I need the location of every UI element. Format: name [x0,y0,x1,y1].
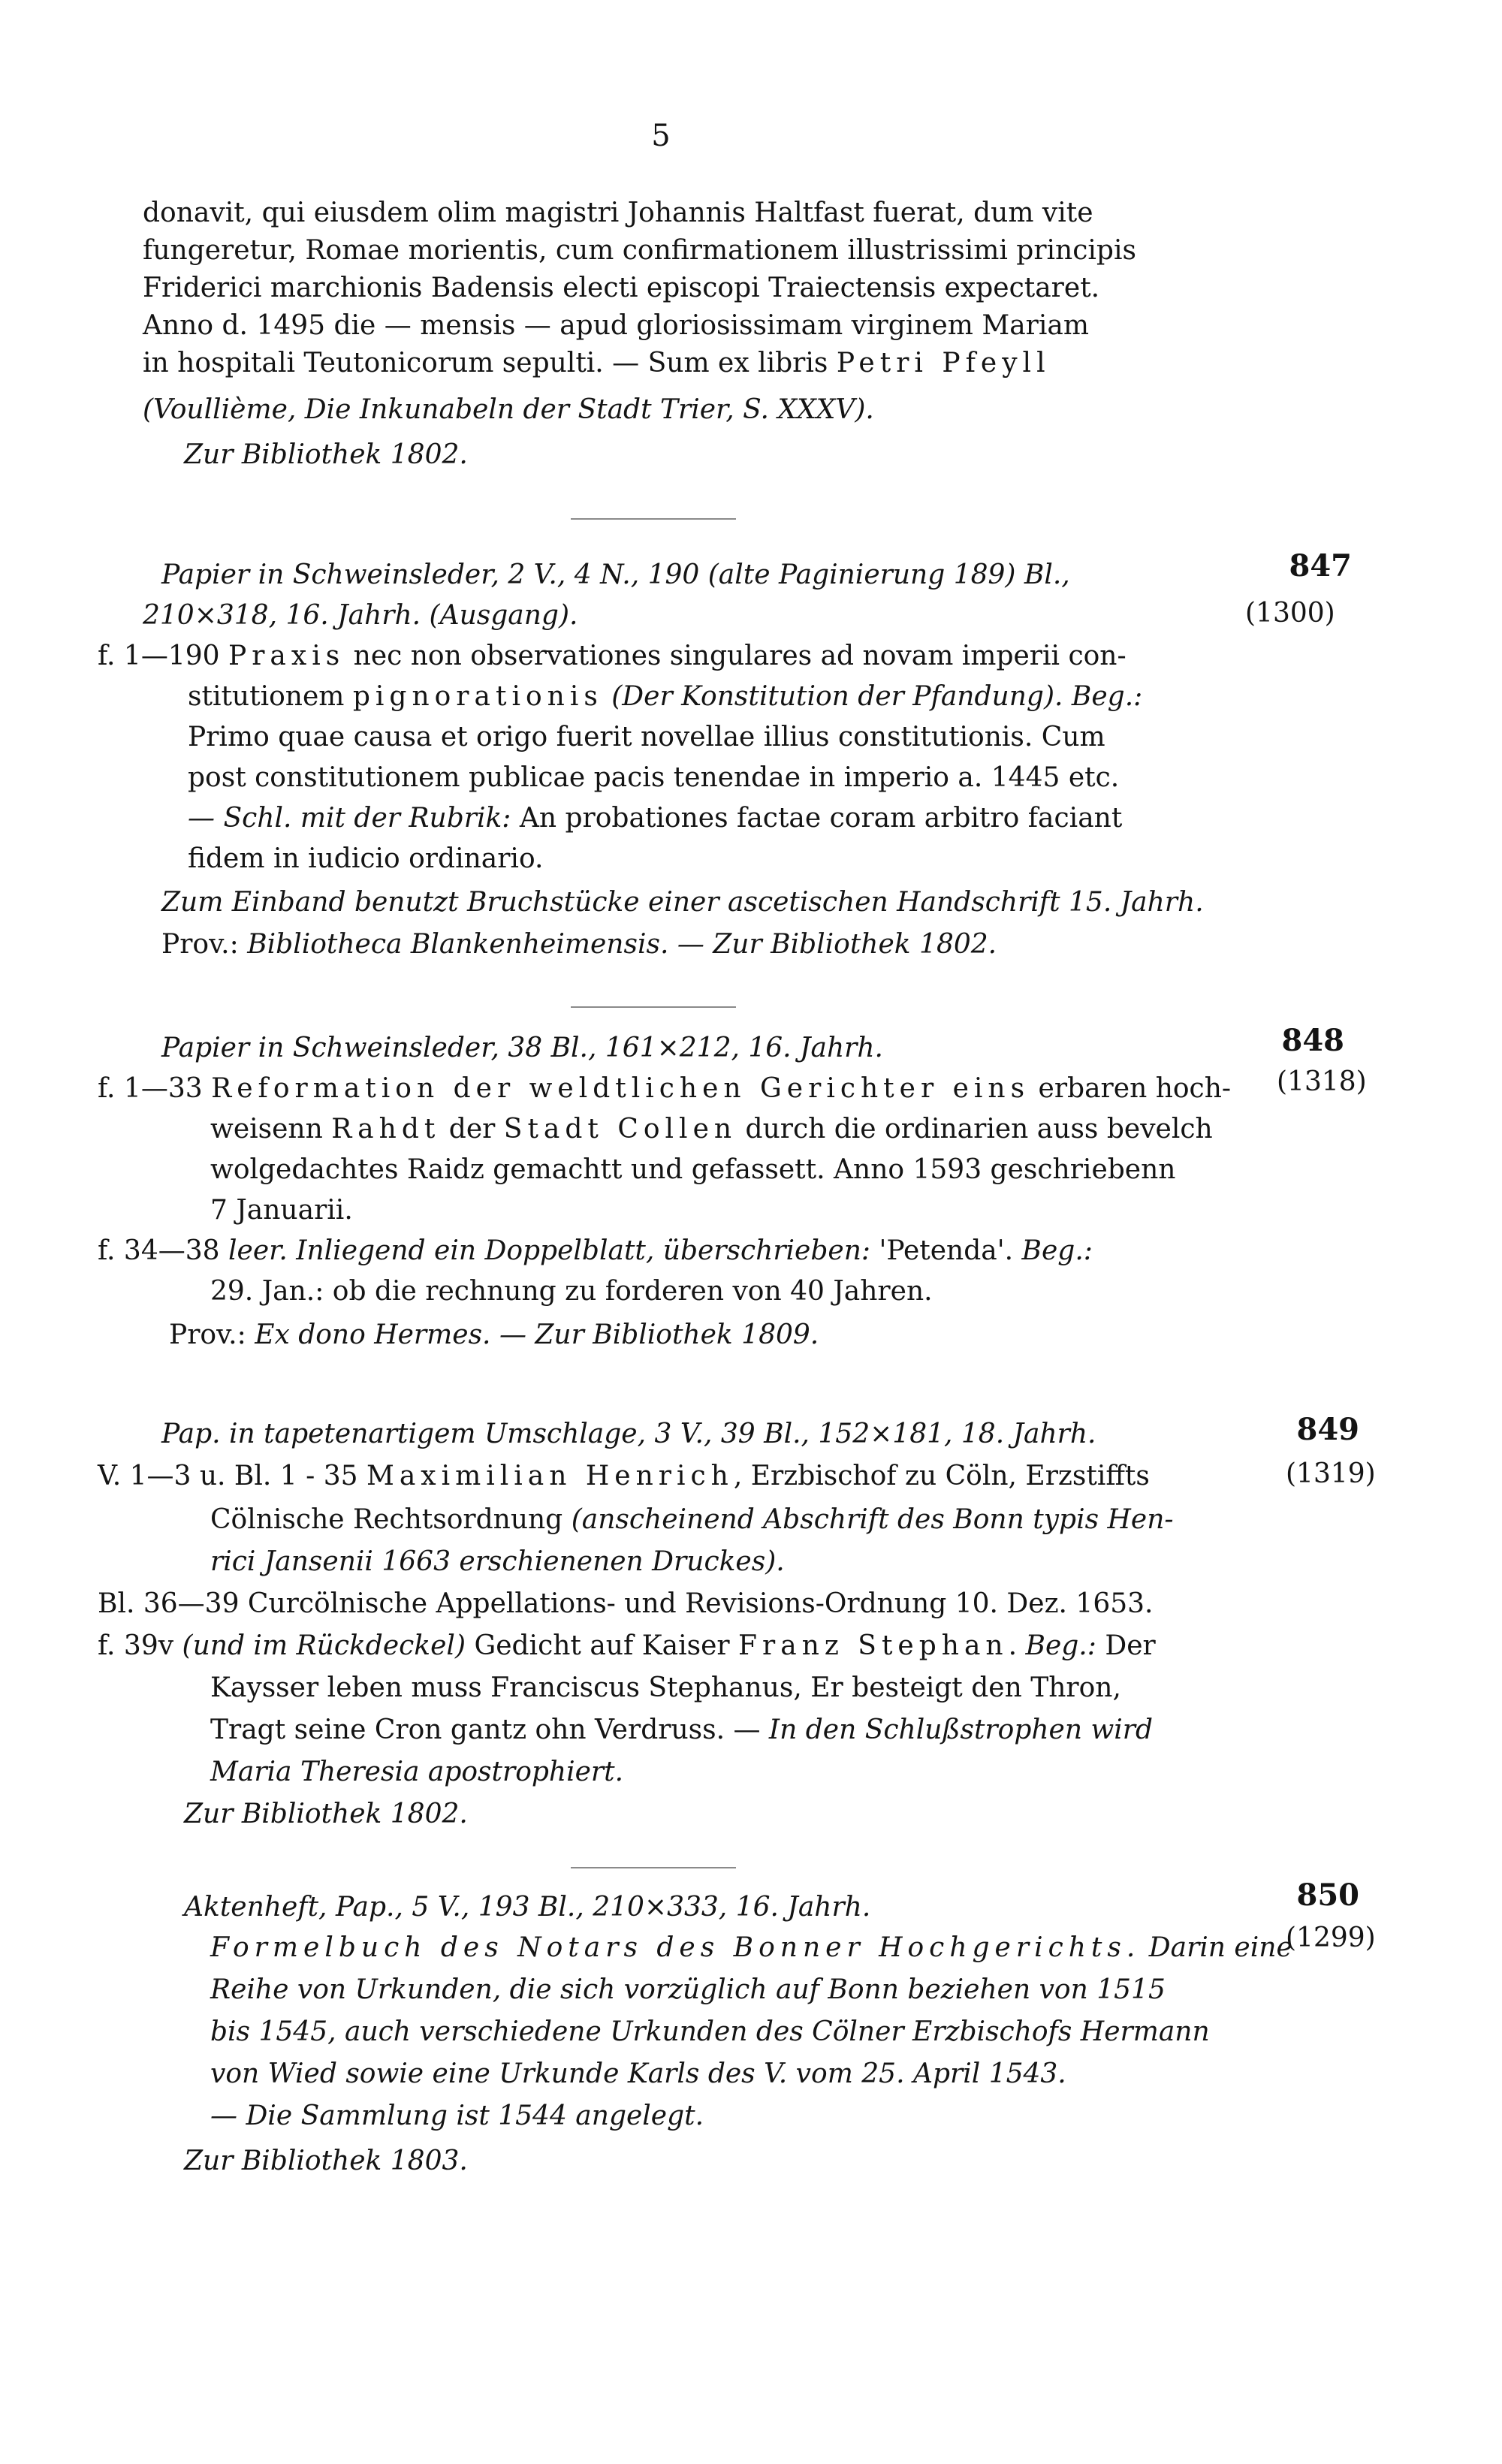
entry-header: Pap. in tapetenartigem Umschlage, 3 V., 39 Bl., 152×181, 18. Jahrh. [161,1419,1096,1449]
text-line: Anno d. 1495 die — mensis — apud gloriosissimam virginem Mariam [143,310,1089,341]
section-divider [571,1006,736,1008]
text-line [188,680,1142,713]
text-line [98,640,1126,673]
italic-span: Beg.: [1025,1630,1096,1661]
section-divider [571,518,736,520]
text-line: Friderici marchionis Badensis electi episcopi Traiectensis expectaret. [143,273,1100,303]
italic-span: (Der Konstitution der Pfandung). Beg.: [602,681,1143,712]
text-span: V. 1—3 u. Bl. 1 - 35 [98,1461,366,1491]
entry-number: 848 [1281,1023,1344,1058]
text-span: Cölnische Rechtsordnung [210,1504,572,1535]
spaced-title: pignorationis [352,681,603,712]
italic-span: Darin eine [1140,1932,1292,1963]
text-span: , Erzbischof zu Cöln, Erzstiffts [733,1461,1150,1491]
text-span: erbaren hoch- [1030,1073,1232,1104]
entry-number: 849 [1296,1412,1359,1447]
provenance-line [161,928,997,961]
binding-note: Zum Einband benutzt Bruchstücke einer ascetischen Handschrift 15. Jahrh. [161,887,1204,918]
text-line: 7 Januarii. [210,1195,353,1226]
text-line [188,802,1122,835]
text-line [210,1714,1153,1747]
text-line: donavit, qui eiusdem olim magistri Johannis Haltfast fuerat, dum vite [143,198,1093,228]
text-line [210,1503,1174,1537]
entry-number: 850 [1296,1877,1359,1913]
spaced-title: Formelbuch des Notars des Bonner Hochgerichts. [210,1932,1141,1963]
text-line: rici Jansenii 1663 erschienenen Druckes). [210,1546,785,1577]
old-signature: (1318) [1277,1066,1367,1097]
text-span: durch die ordinarien auss bevelch [737,1114,1213,1145]
provenance-line: Zur Bibliothek 1803. [184,2146,468,2176]
text-line: Reihe von Urkunden, die sich vorzüglich auf Bonn beziehen von 1515 [210,1974,1166,2005]
text-span: Prov.: [161,929,248,960]
italic-span: leer. Inliegend ein Doppelblatt, überschrieben: [228,1235,871,1266]
entry-header: Papier in Schweinsleder, 38 Bl., 161×212, 16. Jahrh. [161,1033,883,1063]
text-span: f. 1—190 [98,641,228,671]
spaced-title: Reformation der weldtlichen Gerichter eins [211,1073,1030,1104]
section-divider [571,1867,736,1868]
page-number: 5 [651,119,671,153]
provenance-line [169,1319,819,1352]
italic-span: (anscheinend Abschrift des Bonn typis Hen- [571,1504,1174,1535]
text-span: 'Petenda'. [870,1235,1022,1266]
text-span: weisenn [210,1114,332,1145]
spaced-title: Rahdt [331,1114,441,1145]
text-line: 29. Jan.: ob die rechnung zu forderen von 40 Jahren. [210,1276,933,1307]
text-span: in hospitali Teutonicorum sepulti. — Sum ex libris [143,348,837,378]
spaced-name: Petri Pfeyll [836,348,1051,378]
text-span: f. 34—38 [98,1235,228,1266]
text-line [143,347,1051,380]
text-span: f. 39v [98,1630,182,1661]
text-span: Prov.: [169,1319,255,1350]
italic-span: Bibliotheca Blankenheimensis. — Zur Bibliothek 1802. [247,929,997,960]
text-line: Bl. 36—39 Curcölnische Appellations- und Revisions-Ordnung 10. Dez. 1653. [98,1588,1154,1619]
text-line [98,1460,1150,1493]
text-span: An probationes factae coram arbitro faciant [511,803,1123,834]
text-span: stitutionem [188,681,353,712]
entry-header: Papier in Schweinsleder, 2 V., 4 N., 190 (alte Paginierung 189) Bl., [161,559,1070,590]
old-signature: (1300) [1245,598,1335,629]
provenance-line: Zur Bibliothek 1802. [184,1799,468,1829]
text-span: . [1008,1630,1026,1661]
text-line: wolgedachtes Raidz gemachtt und gefassett. Anno 1593 geschriebenn [210,1154,1176,1185]
italic-span: (und im Rückdeckel) [182,1630,466,1661]
old-signature: (1299) [1286,1923,1376,1953]
entry-number: 847 [1289,548,1352,584]
italic-span: Ex dono Hermes. — Zur Bibliothek 1809. [255,1319,819,1350]
entry-header: Aktenheft, Pap., 5 V., 193 Bl., 210×333, 16. Jahrh. [184,1892,871,1923]
old-signature: (1319) [1286,1458,1376,1489]
entry-header: 210×318, 16. Jahrh. (Ausgang). [143,600,578,631]
text-line: bis 1545, auch verschiedene Urkunden des Cölner Erzbischofs Hermann [210,2016,1210,2047]
text-line [98,1630,1156,1663]
text-span: Gedicht auf Kaiser [466,1630,739,1661]
text-span: der [440,1114,504,1145]
text-line [210,1932,1292,1965]
text-line: — Die Sammlung ist 1544 angelegt. [210,2101,704,2131]
text-line: post constitutionem publicae pacis tenendae in imperio a. 1445 etc. [188,762,1120,793]
text-line: fidem in iudicio ordinario. [188,843,544,874]
text-line: fungeretur, Romae morientis, cum confirmationem illustrissimi principis [143,235,1136,266]
text-line [210,1113,1213,1146]
spaced-title: Praxis [228,641,345,671]
spaced-title: Stadt Collen [503,1114,737,1145]
text-line [98,1072,1231,1105]
spaced-name: Franz Stephan [738,1630,1009,1661]
text-line [98,1235,1093,1268]
text-span: f. 1—33 [98,1073,212,1104]
text-line: Primo quae causa et origo fuerit novellae illius constitutionis. Cum [188,722,1105,752]
italic-span: Beg.: [1021,1235,1093,1266]
text-line: von Wied sowie eine Urkunde Karls des V. vom 25. April 1543. [210,2058,1066,2089]
text-line: Kaysser leben muss Franciscus Stephanus, Er besteigt den Thron, [210,1672,1121,1703]
spaced-name: Maximilian Henrich [366,1461,734,1491]
text-span: nec non observationes singulares ad novam imperii con- [345,641,1126,671]
reference-line: (Voullième, Die Inkunabeln der Stadt Trier, S. XXXV). [143,394,874,425]
provenance-line: Zur Bibliothek 1802. [184,439,468,470]
italic-span: In den Schlußstrophen wird [768,1715,1154,1745]
italic-span: — Schl. mit der Rubrik: [188,803,511,834]
text-line: Maria Theresia apostrophiert. [210,1757,624,1787]
text-span: Der [1096,1630,1156,1661]
text-span: Tragt seine Cron gantz ohn Verdruss. — [210,1715,769,1745]
